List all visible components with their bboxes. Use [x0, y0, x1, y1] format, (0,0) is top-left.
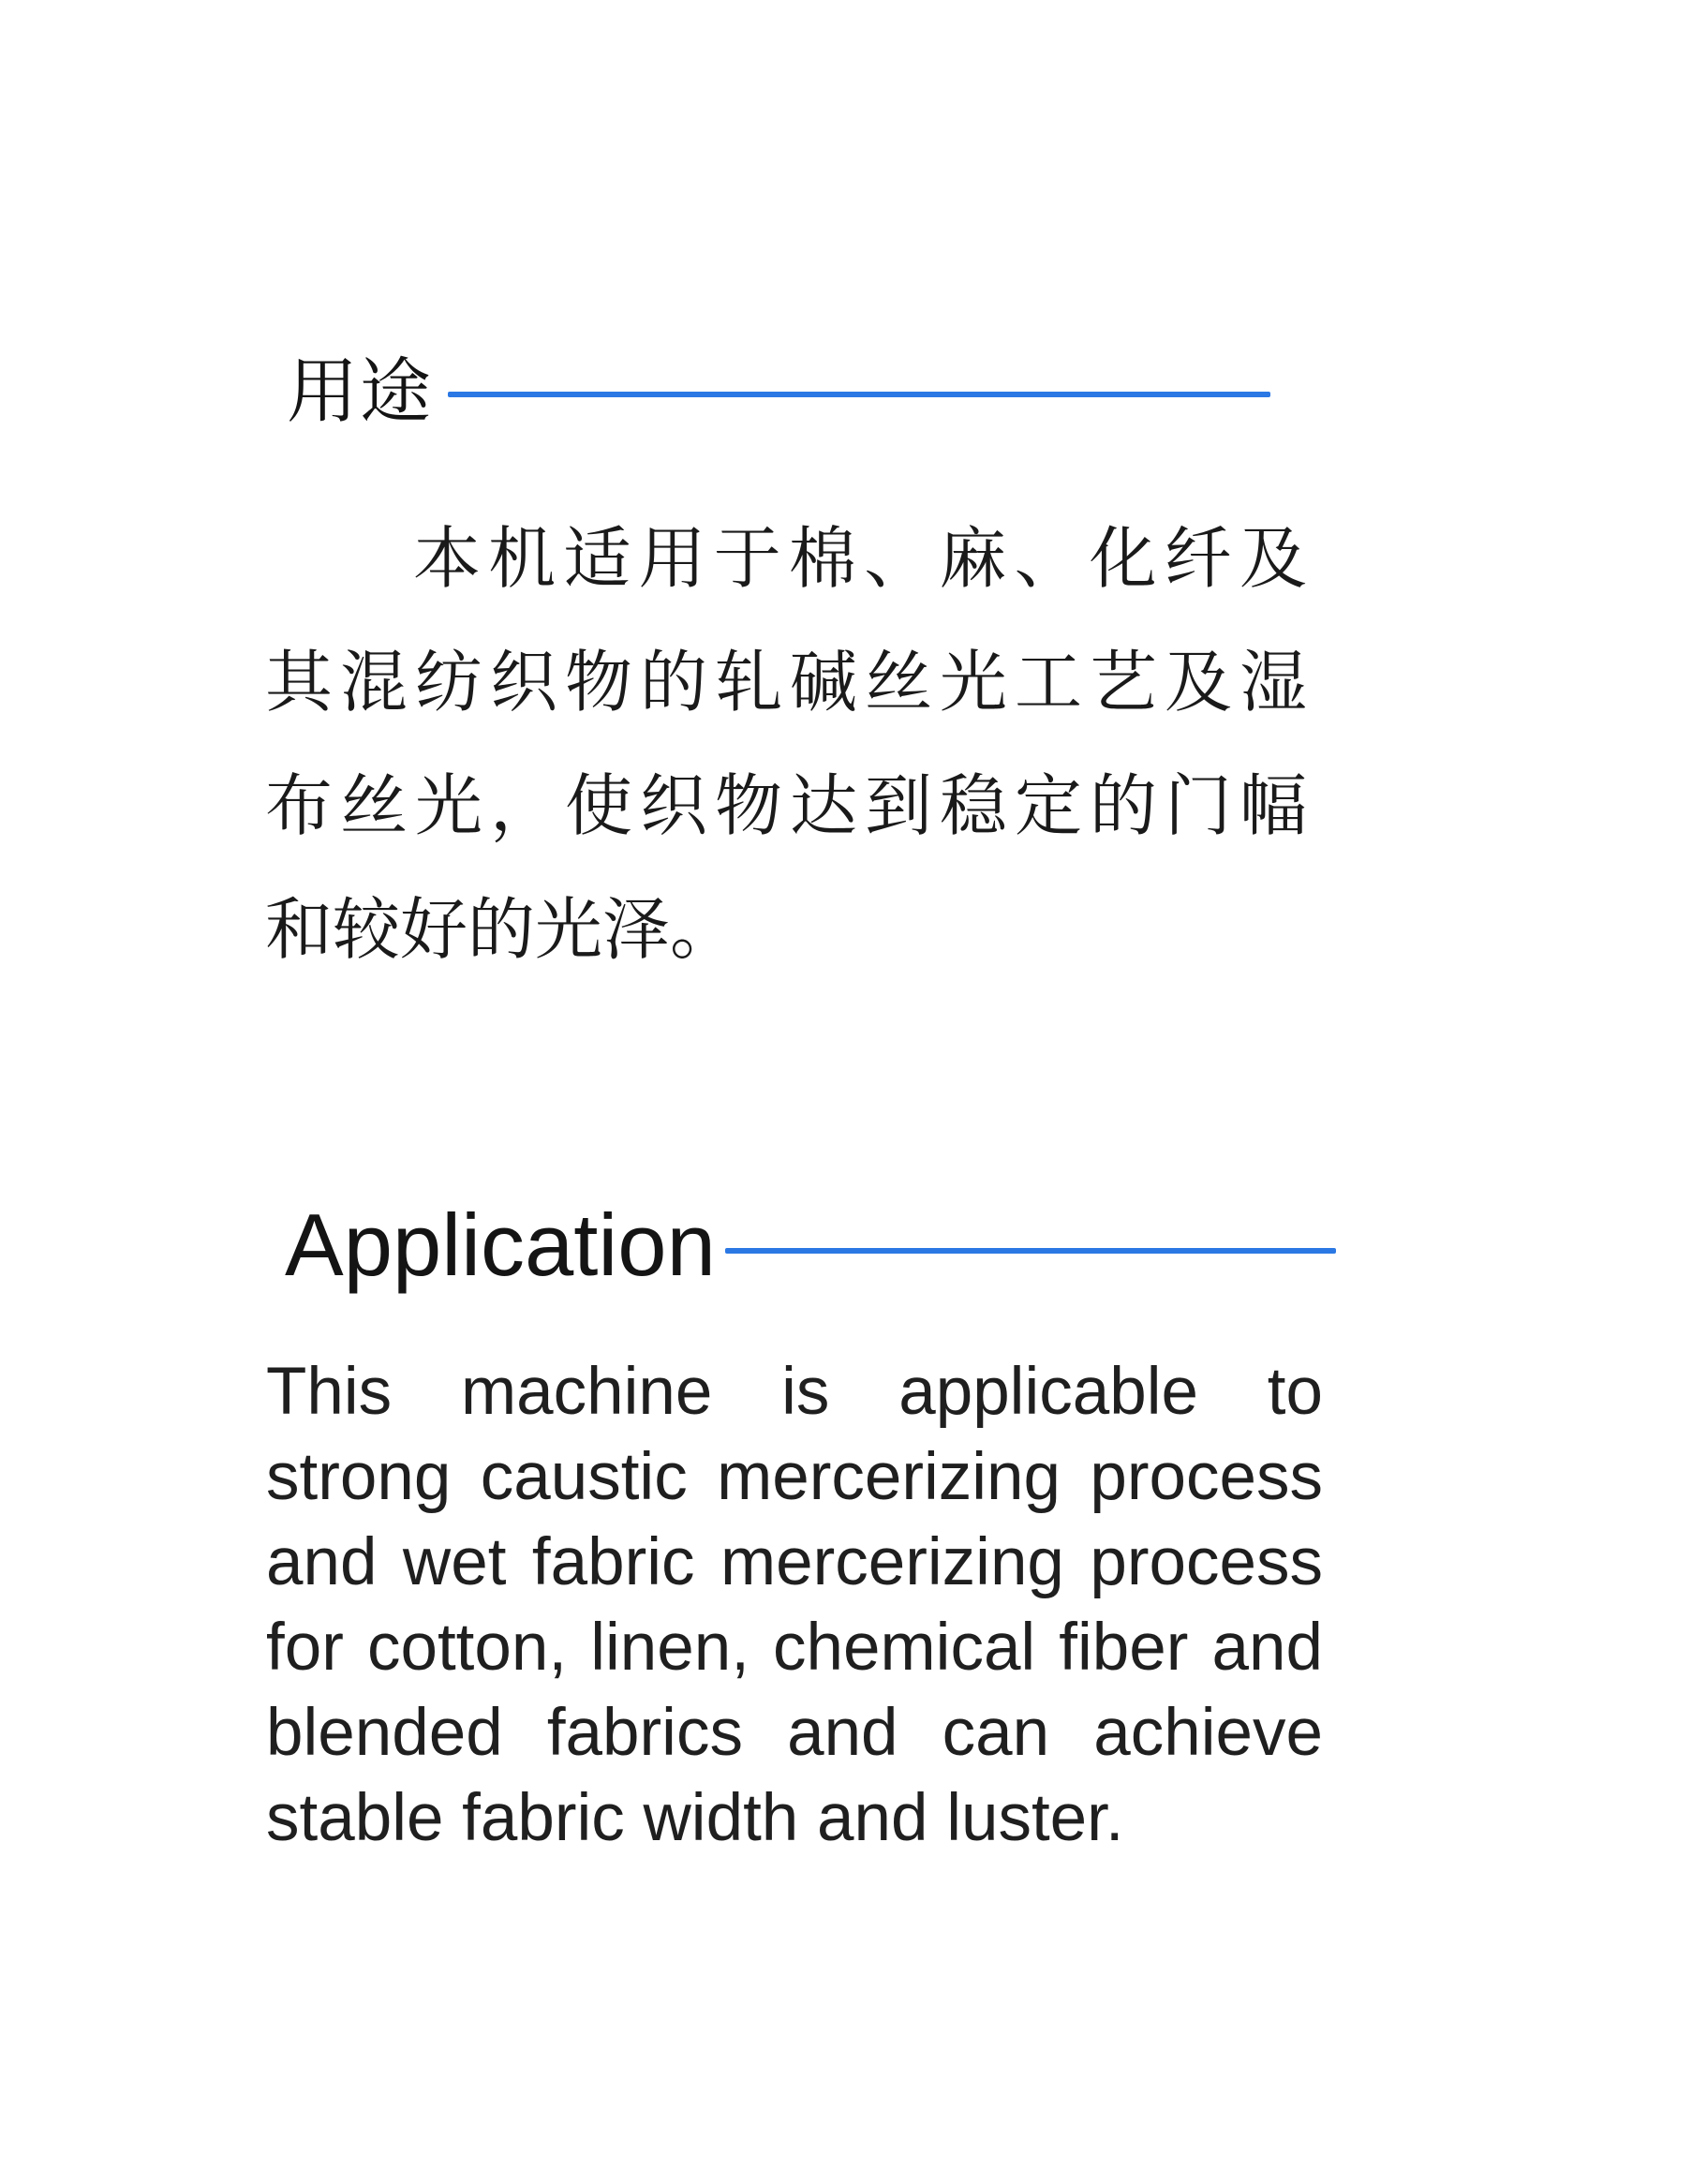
application-heading-text: Application	[285, 1196, 716, 1294]
application-heading	[285, 1196, 1336, 1294]
usage-heading-rule	[448, 392, 1270, 397]
application-heading-rule	[725, 1248, 1336, 1254]
application-paragraph-line: strong caustic mercerizing process	[266, 1440, 1323, 1514]
usage-paragraph-line: 本机适用于棉、麻、化纤及	[413, 519, 1307, 598]
usage-heading-text: 用途	[287, 349, 433, 433]
usage-paragraph-line: 其混纺织物的轧碱丝光工艺及湿	[265, 643, 1307, 721]
application-paragraph-line: stable fabric width and luster.	[266, 1781, 1124, 1855]
application-paragraph	[266, 1349, 1323, 1861]
usage-paragraph-line: 布丝光，使织物达到稳定的门幅	[265, 766, 1307, 845]
application-paragraph-line: and wet fabric mercerizing process	[266, 1525, 1323, 1599]
usage-heading	[287, 349, 1270, 433]
usage-paragraph-line: 和较好的光泽。	[265, 890, 738, 969]
application-paragraph-line: This machine is applicable to	[266, 1355, 1323, 1429]
usage-paragraph	[265, 497, 1307, 991]
application-paragraph-line: blended fabrics and can achieve	[266, 1696, 1323, 1770]
application-paragraph-line: for cotton, linen, chemical fiber and	[266, 1611, 1323, 1685]
